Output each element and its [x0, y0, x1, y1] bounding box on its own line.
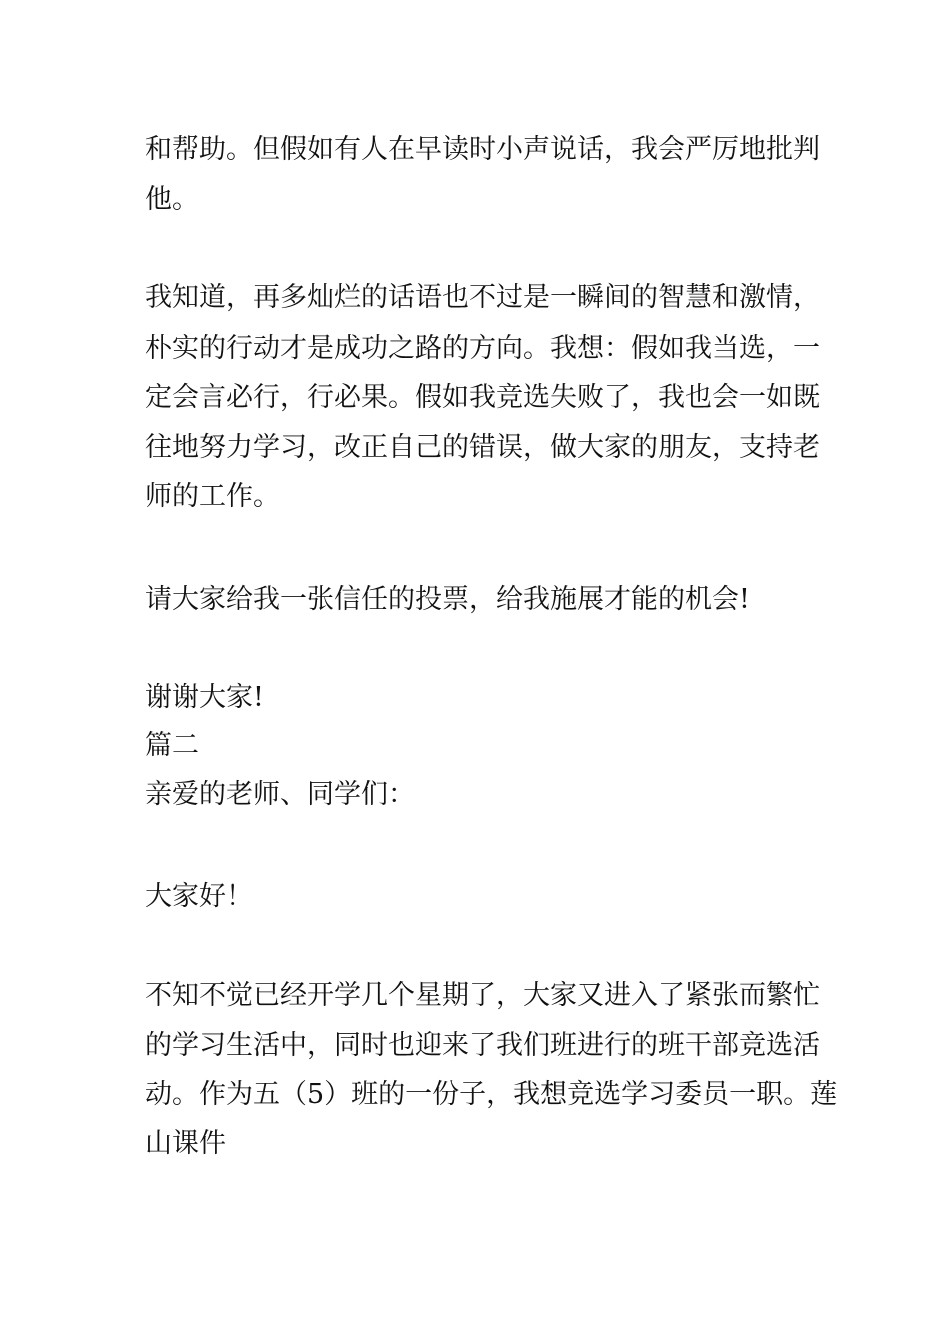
greeting: 大家好！	[145, 881, 253, 912]
section-heading: 篇二	[145, 730, 199, 761]
text-line: 请大家给我一张信任的投票，给我施展才能的机会!	[145, 584, 750, 615]
salutation: 亲爱的老师、同学们：	[145, 779, 415, 810]
text-line: 动。作为五（5）班的一份子，我想竞选学习委员一职。莲	[145, 1079, 838, 1110]
text-line: 他。	[145, 184, 199, 215]
text-line: 谢谢大家!	[145, 682, 264, 713]
text-line: 山课件	[145, 1128, 226, 1159]
text-line: 师的工作。	[145, 481, 280, 512]
text-line: 往地努力学习，改正自己的错误，做大家的朋友，支持老	[145, 432, 820, 463]
text-line: 定会言必行，行必果。假如我竞选失败了，我也会一如既	[145, 382, 820, 413]
text-line: 和帮助。但假如有人在早读时小声说话，我会严厉地批判	[145, 134, 820, 165]
text-line: 朴实的行动才是成功之路的方向。我想：假如我当选，一	[145, 333, 820, 364]
text-line: 不知不觉已经开学几个星期了，大家又进入了紧张而繁忙	[145, 980, 820, 1011]
text-line: 我知道，再多灿烂的话语也不过是一瞬间的智慧和激情，	[145, 282, 820, 313]
text-line: 的学习生活中，同时也迎来了我们班进行的班干部竞选活	[145, 1030, 820, 1061]
